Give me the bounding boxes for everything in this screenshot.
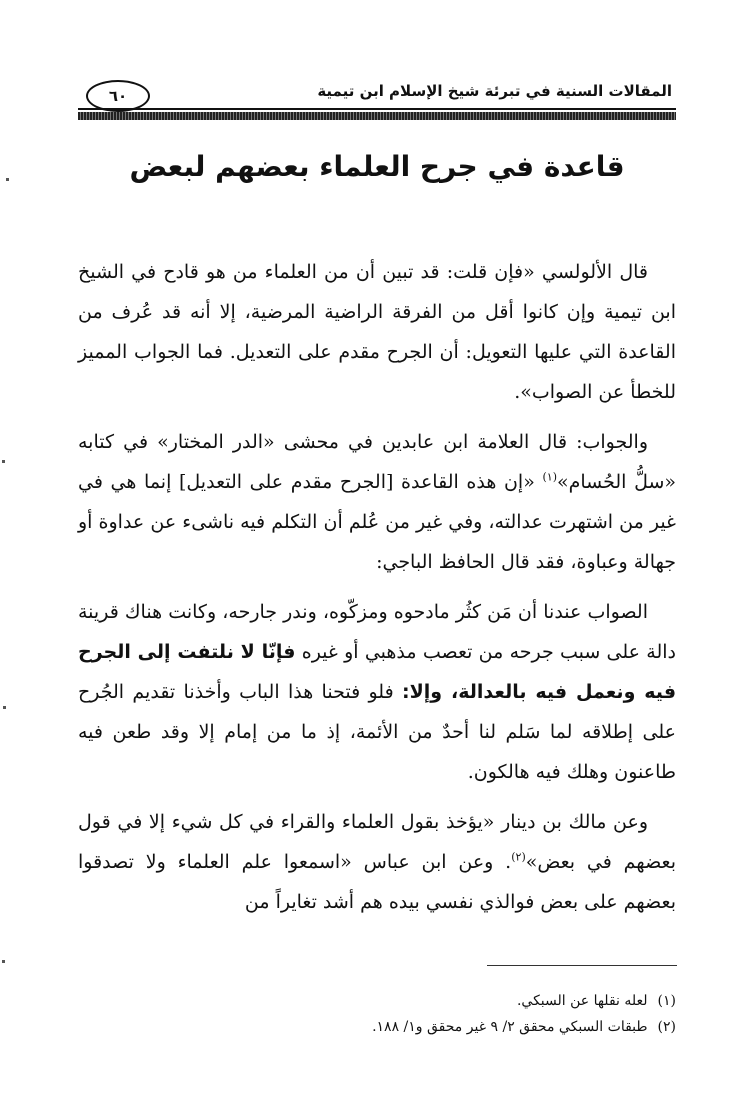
header-rule-top (78, 108, 676, 110)
paragraph-3-text-before: الصواب عندنا أن مَن كثُر مادحوه ومزكّوه، وندر جارحه، وكانت هناك قرينة دالة على سبب جرحه من تعصب مذهبي أو غيره (78, 601, 676, 663)
footnote-divider (487, 965, 677, 966)
footnote-ref-1: (١) (542, 470, 557, 484)
paragraph-3-text-after: فلو فتحنا هذا الباب وأخذنا تقديم الجُرح على إطلاقه لما سَلم لنا أحدٌ من الأئمة، إذ ما من إمام إلا وقد طعن فيه طاعنون وهلك فيه هالكون. (78, 681, 676, 783)
running-title: المقالات السنية في تبرئة شيخ الإسلام ابن تيمية (317, 82, 672, 100)
section-heading: قاعدة في جرح العلماء بعضهم لبعض (129, 150, 625, 183)
scan-margin-mark (2, 960, 5, 963)
paragraph-2-text-before: والجواب: قال العلامة ابن عابدين في محشى «الدر المختار» في كتابه «سلُّ الحُسام» (78, 431, 677, 493)
paragraph-3 (78, 592, 676, 792)
body-text (78, 252, 676, 932)
paragraph-4 (78, 802, 676, 922)
scan-margin-mark (3, 706, 6, 709)
scan-margin-mark (2, 460, 5, 463)
paragraph-1-text: قال الألولسي «فإن قلت: قد تبين أن من العلماء من هو قادح في الشيخ ابن تيمية وإن كانوا أقل من الفرقة الراضية المرضية، إلا أنه قد عُرف من القاعدة التي عليها التعويل: أن الجرح مقدم على التعديل. فما الجواب المميز للخطأ عن الصواب». (78, 261, 676, 403)
paragraph-3-emphasis: فإنّا لا نلتفت إلى الجرح فيه ونعمل فيه بالعدالة، وإلا: (78, 641, 677, 703)
header-rule (78, 112, 676, 120)
footnote-1-text: لعله نقلها عن السبكي. (516, 993, 648, 1009)
footnote-2-number: (٢) (657, 1019, 676, 1035)
page-number: ٦٠ (86, 80, 150, 112)
footnotes (78, 988, 676, 1040)
paragraph-1 (78, 252, 676, 412)
footnote-1-number: (١) (657, 993, 676, 1009)
footnote-2 (78, 1014, 676, 1040)
paragraph-2 (78, 422, 676, 582)
footnote-1 (78, 988, 676, 1014)
scan-margin-mark (6, 178, 9, 181)
paragraph-4-text-before: وعن مالك بن دينار «يؤخذ بقول العلماء والقراء في كل شيء إلا في قول بعضهم في بعض» (78, 811, 676, 873)
footnote-2-text: طبقات السبكي محقق ٢/ ٩ غير محقق و١/ ١٨٨. (372, 1019, 648, 1035)
paragraph-4-text-after: . وعن ابن عباس «اسمعوا علم العلماء ولا تصدقوا بعضهم على بعض فوالذي نفسي بيده هم أشد تغايراً من (78, 851, 676, 913)
paragraph-2-text-after: «إن هذه القاعدة [الجرح مقدم على التعديل] إنما هي في غير من اشتهرت عدالته، وفي غير من عُلم أن التكلم فيه ناشىء عن عداوة أو جهالة وعباوة، فقد قال الحافظ الباجي: (78, 471, 676, 573)
footnote-ref-2: (٢) (511, 850, 526, 864)
